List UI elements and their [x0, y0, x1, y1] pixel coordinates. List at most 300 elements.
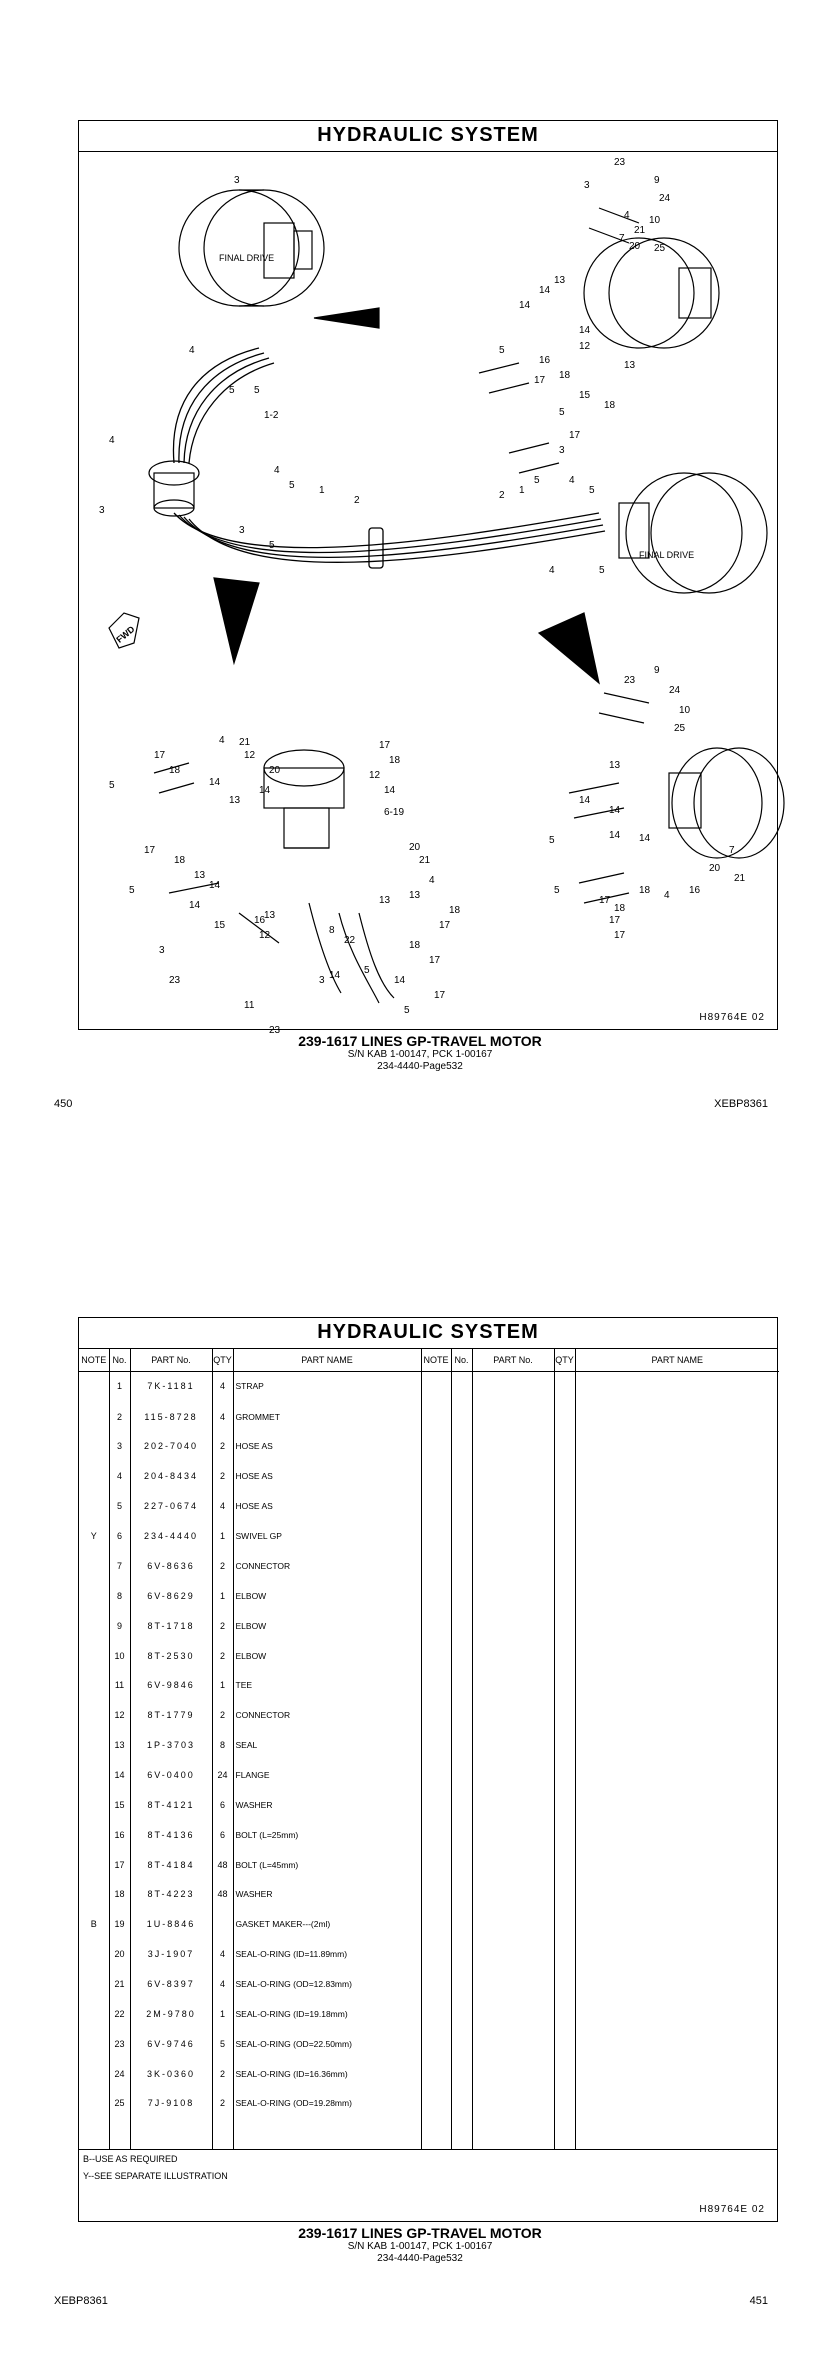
svg-text:17: 17: [144, 845, 156, 856]
cell-name: SEAL-O-RING (OD=19.28mm): [233, 2089, 421, 2119]
svg-text:13: 13: [229, 795, 241, 806]
cell-part: 8T-1779: [130, 1701, 212, 1731]
cell-empty: [554, 2059, 575, 2089]
table-row: [79, 2030, 779, 2060]
table-row: [79, 1880, 779, 1910]
table-row: [79, 1492, 779, 1522]
fwd-label: FWD: [114, 623, 137, 645]
cell-empty: [554, 1850, 575, 1880]
cell-note: [79, 2089, 109, 2119]
cell-qty: 48: [212, 1850, 233, 1880]
svg-text:5: 5: [554, 885, 560, 896]
cell-empty: [472, 2119, 554, 2149]
figure-caption: [0, 1033, 840, 1073]
cell-empty: [554, 1582, 575, 1612]
cell-empty: [472, 2000, 554, 2030]
svg-text:14: 14: [259, 785, 271, 796]
cell-empty: [79, 2119, 109, 2149]
cell-empty: [472, 1731, 554, 1761]
cell-empty: [472, 1910, 554, 1940]
svg-text:5: 5: [404, 1005, 410, 1016]
cell-empty: [554, 1432, 575, 1462]
cell-qty: 4: [212, 1372, 233, 1403]
svg-text:18: 18: [604, 400, 616, 411]
cell-empty: [554, 1552, 575, 1582]
cell-empty: [554, 1402, 575, 1432]
cell-empty: [554, 1701, 575, 1731]
svg-text:13: 13: [554, 275, 566, 286]
cell-note: [79, 1552, 109, 1582]
svg-text:5: 5: [129, 885, 135, 896]
col-no: No.: [109, 1349, 130, 1372]
caption-serial: S/N KAB 1-00147, PCK 1-00167: [347, 1049, 493, 1060]
cell-empty: [421, 1582, 451, 1612]
pointer-arrow: [539, 613, 599, 683]
cell-part: 6V-9746: [130, 2030, 212, 2060]
svg-text:18: 18: [639, 885, 651, 896]
cell-empty: [472, 2059, 554, 2089]
cell-empty: [421, 1880, 451, 1910]
cell-empty: [472, 1492, 554, 1522]
cell-empty: [575, 1940, 779, 1970]
cell-qty: 2: [212, 1432, 233, 1462]
exploded-diagram: [79, 153, 776, 1036]
col-note: NOTE: [421, 1349, 451, 1372]
caption-serial: S/N KAB 1-00147, PCK 1-00167: [347, 2241, 493, 2252]
cell-no: 10: [109, 1641, 130, 1671]
cell-no: 12: [109, 1701, 130, 1731]
cell-empty: [554, 1820, 575, 1850]
svg-text:16: 16: [539, 355, 551, 366]
illustration-code: H89764E 02: [699, 1012, 765, 1023]
cell-empty: [472, 1372, 554, 1403]
cell-empty: [575, 1910, 779, 1940]
cell-part: 204-8434: [130, 1462, 212, 1492]
svg-text:3: 3: [99, 505, 105, 516]
cell-empty: [575, 1970, 779, 2000]
svg-text:24: 24: [669, 685, 681, 696]
cell-note: B: [79, 1910, 109, 1940]
cell-no: 21: [109, 1970, 130, 2000]
cell-empty: [575, 1761, 779, 1791]
cell-part: 3K-0360: [130, 2059, 212, 2089]
svg-text:20: 20: [409, 842, 421, 853]
table-row: [79, 1522, 779, 1552]
cell-qty: 2: [212, 1462, 233, 1492]
table-row: [79, 1940, 779, 1970]
table-row: [79, 1761, 779, 1791]
cell-empty: [554, 1731, 575, 1761]
cell-empty: [451, 1880, 472, 1910]
svg-text:16: 16: [254, 915, 266, 926]
svg-text:14: 14: [394, 975, 406, 986]
svg-text:5: 5: [289, 480, 295, 491]
hose-fittings-upper-right: [479, 208, 639, 473]
cell-empty: [472, 2089, 554, 2119]
final-drive-middle-right: [619, 473, 767, 593]
cell-qty: 6: [212, 1820, 233, 1850]
svg-text:21: 21: [634, 225, 646, 236]
svg-text:4: 4: [569, 475, 575, 486]
cell-empty: [421, 1731, 451, 1761]
cell-qty: 1: [212, 2000, 233, 2030]
cell-note: [79, 2059, 109, 2089]
caption-page-ref: 234-4440-Page532: [377, 2253, 463, 2264]
cell-empty: [421, 1552, 451, 1582]
col-qty: QTY: [554, 1349, 575, 1372]
cell-no: 22: [109, 2000, 130, 2030]
cell-empty: [451, 1671, 472, 1701]
svg-text:14: 14: [609, 805, 621, 816]
svg-text:4: 4: [189, 345, 195, 356]
cell-empty: [421, 1671, 451, 1701]
cell-qty: 2: [212, 2059, 233, 2089]
svg-text:18: 18: [174, 855, 186, 866]
cell-empty: [451, 1970, 472, 2000]
svg-text:18: 18: [169, 765, 181, 776]
svg-text:25: 25: [654, 243, 666, 254]
svg-text:3: 3: [159, 945, 165, 956]
cell-part: 202-7040: [130, 1432, 212, 1462]
cell-empty: [451, 1432, 472, 1462]
cell-part: 1U-8846: [130, 1910, 212, 1940]
cell-note: [79, 1880, 109, 1910]
cell-part: 234-4440: [130, 1522, 212, 1552]
cell-empty: [554, 1611, 575, 1641]
svg-text:7: 7: [729, 845, 735, 856]
cell-empty: [472, 1820, 554, 1850]
svg-text:11: 11: [244, 1000, 255, 1011]
cell-part: 8T-4121: [130, 1791, 212, 1821]
cell-no: 16: [109, 1820, 130, 1850]
cell-note: [79, 1970, 109, 2000]
cell-qty: 4: [212, 1402, 233, 1432]
cell-empty: [472, 1522, 554, 1552]
cell-empty: [554, 1940, 575, 1970]
cell-part: 8T-4136: [130, 1820, 212, 1850]
svg-text:12: 12: [369, 770, 381, 781]
cell-part: 7J-9108: [130, 2089, 212, 2119]
cell-part: 7K-1181: [130, 1372, 212, 1403]
cell-note: [79, 2000, 109, 2030]
cell-note: [79, 1402, 109, 1432]
cell-empty: [421, 2119, 451, 2149]
svg-text:22: 22: [344, 935, 356, 946]
cell-empty: [575, 1671, 779, 1701]
svg-text:5: 5: [534, 475, 540, 486]
svg-text:9: 9: [654, 665, 660, 676]
cell-empty: [472, 1671, 554, 1701]
cell-name: STRAP: [233, 1372, 421, 1403]
svg-text:10: 10: [679, 705, 691, 716]
table-row: [79, 2089, 779, 2119]
svg-text:16: 16: [689, 885, 701, 896]
table-row: [79, 1701, 779, 1731]
svg-text:17: 17: [534, 375, 546, 386]
svg-text:5: 5: [559, 407, 565, 418]
svg-text:1: 1: [319, 485, 325, 496]
final-drive-label: FINAL DRIVE: [219, 253, 275, 263]
cell-empty: [575, 1522, 779, 1552]
svg-text:14: 14: [329, 970, 341, 981]
cell-empty: [421, 1372, 451, 1403]
cell-qty: 2: [212, 1701, 233, 1731]
cell-empty: [554, 1641, 575, 1671]
cell-qty: 6: [212, 1791, 233, 1821]
cell-empty: [472, 1432, 554, 1462]
page-number: 450: [54, 1098, 73, 1110]
cell-part: 8T-2530: [130, 1641, 212, 1671]
cell-qty: 2: [212, 1641, 233, 1671]
svg-text:18: 18: [559, 370, 571, 381]
cell-part: 8T-4184: [130, 1850, 212, 1880]
col-note: NOTE: [79, 1349, 109, 1372]
svg-text:23: 23: [624, 675, 636, 686]
cell-name: ELBOW: [233, 1582, 421, 1612]
cell-note: [79, 1582, 109, 1612]
final-drive-left: [179, 190, 324, 306]
cell-empty: [554, 1462, 575, 1492]
cell-note: [79, 1761, 109, 1791]
svg-text:14: 14: [384, 785, 396, 796]
svg-text:24: 24: [659, 193, 671, 204]
cell-part: 6V-0400: [130, 1761, 212, 1791]
svg-text:14: 14: [519, 300, 531, 311]
cell-qty: [212, 1910, 233, 1940]
illustration-code: H89764E 02: [699, 2204, 765, 2215]
cell-empty: [575, 1402, 779, 1432]
table-row: [79, 1402, 779, 1432]
cell-empty: [212, 2119, 233, 2149]
cell-name: BOLT (L=25mm): [233, 1820, 421, 1850]
table-row: [79, 1462, 779, 1492]
cell-empty: [451, 1492, 472, 1522]
cell-empty: [451, 2030, 472, 2060]
cell-no: 5: [109, 1492, 130, 1522]
svg-text:18: 18: [409, 940, 421, 951]
cell-name: CONNECTOR: [233, 1701, 421, 1731]
cell-empty: [421, 2089, 451, 2119]
cell-empty: [472, 1880, 554, 1910]
page-title: HYDRAULIC SYSTEM: [317, 1321, 539, 1343]
cell-empty: [472, 1402, 554, 1432]
svg-text:13: 13: [264, 910, 276, 921]
cell-empty: [451, 1791, 472, 1821]
cell-empty: [472, 1641, 554, 1671]
cell-no: 18: [109, 1880, 130, 1910]
svg-text:17: 17: [614, 930, 626, 941]
svg-text:17: 17: [439, 920, 451, 931]
cell-name: HOSE AS: [233, 1432, 421, 1462]
svg-text:13: 13: [624, 360, 636, 371]
cell-no: 24: [109, 2059, 130, 2089]
cell-name: SEAL-O-RING (ID=16.36mm): [233, 2059, 421, 2089]
svg-text:5: 5: [109, 780, 115, 791]
svg-text:1-2: 1-2: [264, 410, 279, 421]
cell-name: HOSE AS: [233, 1462, 421, 1492]
svg-text:5: 5: [269, 540, 275, 551]
hose-fittings-lower-left: [154, 763, 394, 1003]
cell-note: [79, 1791, 109, 1821]
svg-text:9: 9: [654, 175, 660, 186]
svg-text:21: 21: [419, 855, 431, 866]
cell-empty: [421, 1701, 451, 1731]
cell-no: 23: [109, 2030, 130, 2060]
cell-qty: 1: [212, 1522, 233, 1552]
svg-text:15: 15: [579, 390, 591, 401]
cell-empty: [554, 2089, 575, 2119]
footnote-divider: [79, 2149, 777, 2150]
table-row: [79, 1671, 779, 1701]
cell-empty: [554, 1492, 575, 1522]
cell-empty: [421, 2059, 451, 2089]
cell-no: 14: [109, 1761, 130, 1791]
cell-empty: [130, 2119, 212, 2149]
table-row: [79, 1970, 779, 2000]
svg-text:7: 7: [619, 233, 625, 244]
cell-empty: [575, 1850, 779, 1880]
svg-text:17: 17: [154, 750, 166, 761]
cell-empty: [575, 2089, 779, 2119]
cell-empty: [554, 1791, 575, 1821]
table-row: [79, 1820, 779, 1850]
cell-note: [79, 1372, 109, 1403]
cell-note: [79, 1641, 109, 1671]
cell-empty: [472, 2030, 554, 2060]
cell-note: [79, 1432, 109, 1462]
svg-text:5: 5: [599, 565, 605, 576]
cell-qty: 4: [212, 1492, 233, 1522]
cell-name: SEAL-O-RING (OD=12.83mm): [233, 1970, 421, 2000]
cell-empty: [451, 1402, 472, 1432]
cell-empty: [554, 1671, 575, 1701]
cell-empty: [451, 1462, 472, 1492]
cell-part: 8T-1718: [130, 1611, 212, 1641]
table-row-spacer: [79, 2119, 779, 2149]
cell-empty: [421, 1970, 451, 2000]
table-row: [79, 1850, 779, 1880]
cell-empty: [472, 1701, 554, 1731]
cell-no: 9: [109, 1611, 130, 1641]
cell-empty: [421, 1641, 451, 1671]
cell-name: CONNECTOR: [233, 1552, 421, 1582]
svg-text:13: 13: [194, 870, 206, 881]
cell-empty: [421, 1492, 451, 1522]
cell-qty: 4: [212, 1970, 233, 2000]
cell-no: 4: [109, 1462, 130, 1492]
svg-text:5: 5: [364, 965, 370, 976]
cell-note: [79, 1611, 109, 1641]
svg-text:18: 18: [614, 903, 626, 914]
table-row: [79, 1910, 779, 1940]
svg-text:10: 10: [649, 215, 661, 226]
svg-text:14: 14: [579, 325, 591, 336]
cell-empty: [421, 1432, 451, 1462]
svg-text:12: 12: [259, 930, 271, 941]
svg-text:4: 4: [109, 435, 115, 446]
cell-name: FLANGE: [233, 1761, 421, 1791]
cell-name: GROMMET: [233, 1402, 421, 1432]
cell-empty: [575, 1701, 779, 1731]
svg-text:14: 14: [539, 285, 551, 296]
svg-text:3: 3: [584, 180, 590, 191]
svg-text:4: 4: [624, 210, 630, 221]
svg-text:20: 20: [629, 241, 641, 252]
cell-empty: [472, 1850, 554, 1880]
cell-empty: [554, 1761, 575, 1791]
cell-empty: [451, 2059, 472, 2089]
cell-empty: [421, 1910, 451, 1940]
cell-note: [79, 1492, 109, 1522]
svg-text:14: 14: [639, 833, 651, 844]
cell-part: 2M-9780: [130, 2000, 212, 2030]
table-row: [79, 1432, 779, 1462]
cell-empty: [472, 1791, 554, 1821]
svg-text:13: 13: [379, 895, 391, 906]
cell-name: GASKET MAKER---(2ml): [233, 1910, 421, 1940]
cell-empty: [421, 1462, 451, 1492]
cell-qty: 48: [212, 1880, 233, 1910]
table-row: [79, 1552, 779, 1582]
cell-empty: [472, 1462, 554, 1492]
cell-name: SWIVEL GP: [233, 1522, 421, 1552]
svg-text:25: 25: [674, 723, 686, 734]
cell-qty: 2: [212, 1611, 233, 1641]
cell-qty: 8: [212, 1731, 233, 1761]
svg-text:2: 2: [499, 490, 505, 501]
svg-text:5: 5: [254, 385, 260, 396]
svg-text:23: 23: [614, 157, 626, 168]
cell-note: [79, 1940, 109, 1970]
cell-note: [79, 2030, 109, 2060]
cell-empty: [421, 1940, 451, 1970]
cell-empty: [451, 1552, 472, 1582]
cell-note: [79, 1462, 109, 1492]
cell-empty: [451, 1372, 472, 1403]
cell-empty: [472, 1611, 554, 1641]
svg-text:3: 3: [319, 975, 325, 986]
cell-part: 6V-9846: [130, 1671, 212, 1701]
cell-qty: 24: [212, 1761, 233, 1791]
caption-title: 239-1617 LINES GP-TRAVEL MOTOR: [298, 1033, 542, 1049]
cell-empty: [472, 1582, 554, 1612]
cell-empty: [451, 1731, 472, 1761]
swivel-joint: [149, 461, 199, 516]
cell-empty: [554, 1970, 575, 2000]
cell-name: SEAL: [233, 1731, 421, 1761]
final-drive-lower-right: [669, 748, 784, 858]
cell-part: 115-8728: [130, 1402, 212, 1432]
cell-empty: [421, 2030, 451, 2060]
table-header-row: [79, 1349, 779, 1372]
svg-text:18: 18: [449, 905, 461, 916]
cell-empty: [451, 2089, 472, 2119]
cell-name: SEAL-O-RING (ID=19.18mm): [233, 2000, 421, 2030]
cell-note: [79, 1671, 109, 1701]
svg-text:5: 5: [589, 485, 595, 496]
svg-text:14: 14: [609, 830, 621, 841]
cell-part: 1P-3703: [130, 1731, 212, 1761]
table-row: [79, 1731, 779, 1761]
table-row: [79, 2059, 779, 2089]
svg-text:4: 4: [549, 565, 555, 576]
cell-empty: [421, 2000, 451, 2030]
cell-empty: [421, 1850, 451, 1880]
cell-note: [79, 1701, 109, 1731]
cell-no: 25: [109, 2089, 130, 2119]
table-row: [79, 1372, 779, 1403]
cell-no: 20: [109, 1940, 130, 1970]
